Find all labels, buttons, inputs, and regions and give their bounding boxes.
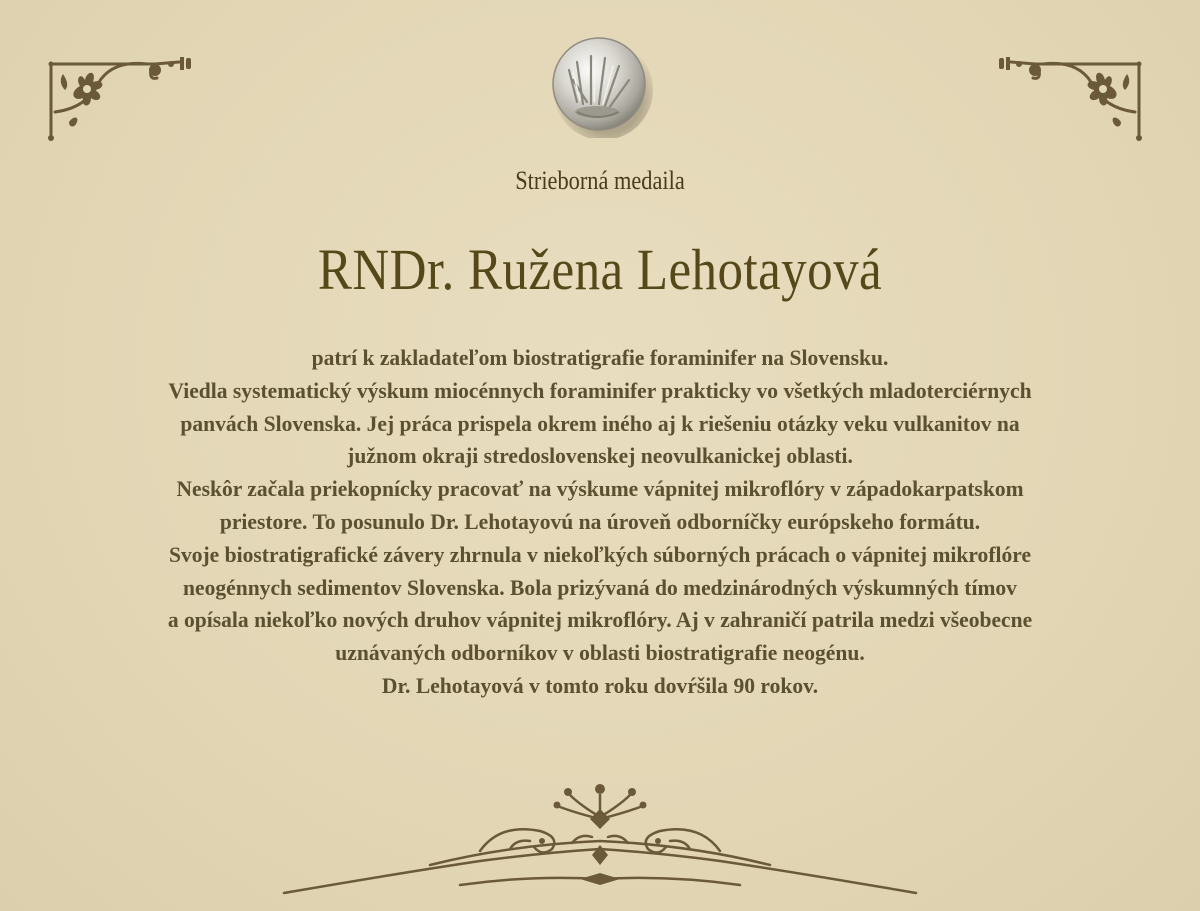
recipient-name: RNDr. Ružena Lehotayová [317, 237, 883, 302]
citation-line: Dr. Lehotayová v tomto roku dovŕšila 90 rokov. [381, 672, 819, 698]
citation-line: neogénnych sedimentov Slovenska. Bola prizývaná do medzinárodných výskumných tímov [183, 574, 1017, 600]
corner-ornament-right-icon [997, 50, 1143, 142]
citation-line: priestore. To posunulo Dr. Lehotayovú na úroveň odborníčky európskeho formátu. [219, 508, 981, 534]
citation-line: južnom okraji stredoslovenskej neovulkanickej oblasti. [347, 443, 853, 469]
corner-ornament-left-icon [47, 50, 193, 142]
citation-line: Neskôr začala priekopnícky pracovať na výskume vápnitej mikroflóry v západokarpatskom [176, 476, 1024, 502]
citation-line: patrí k zakladateľom biostratigrafie foraminifer na Slovensku. [311, 345, 889, 370]
bottom-flourish-icon [280, 775, 920, 900]
silver-medal-icon [547, 32, 653, 138]
citation-line: Svoje biostratigrafické závery zhrnula v niekoľkých súborných prácach o vápnitej mikroflóre [168, 541, 1032, 567]
citation-line: panvách Slovenska. Jej práca prispela okrem iného aj k riešeniu otázky veku vulkanitov na [180, 410, 1020, 436]
citation-text [60, 342, 1140, 703]
award-title: Strieborná medaila [515, 166, 685, 195]
citation-line: uznávaných odborníkov v oblasti biostratigrafie neogénu. [335, 640, 865, 666]
citation-line: a opísala niekoľko nových druhov vápnitej mikroflóry. Aj v zahraničí patrila medzi všeobecne [167, 607, 1033, 633]
citation-line: Viedla systematický výskum miocénnych foraminifer prakticky vo všetkých mladoterciérnych [168, 377, 1032, 403]
